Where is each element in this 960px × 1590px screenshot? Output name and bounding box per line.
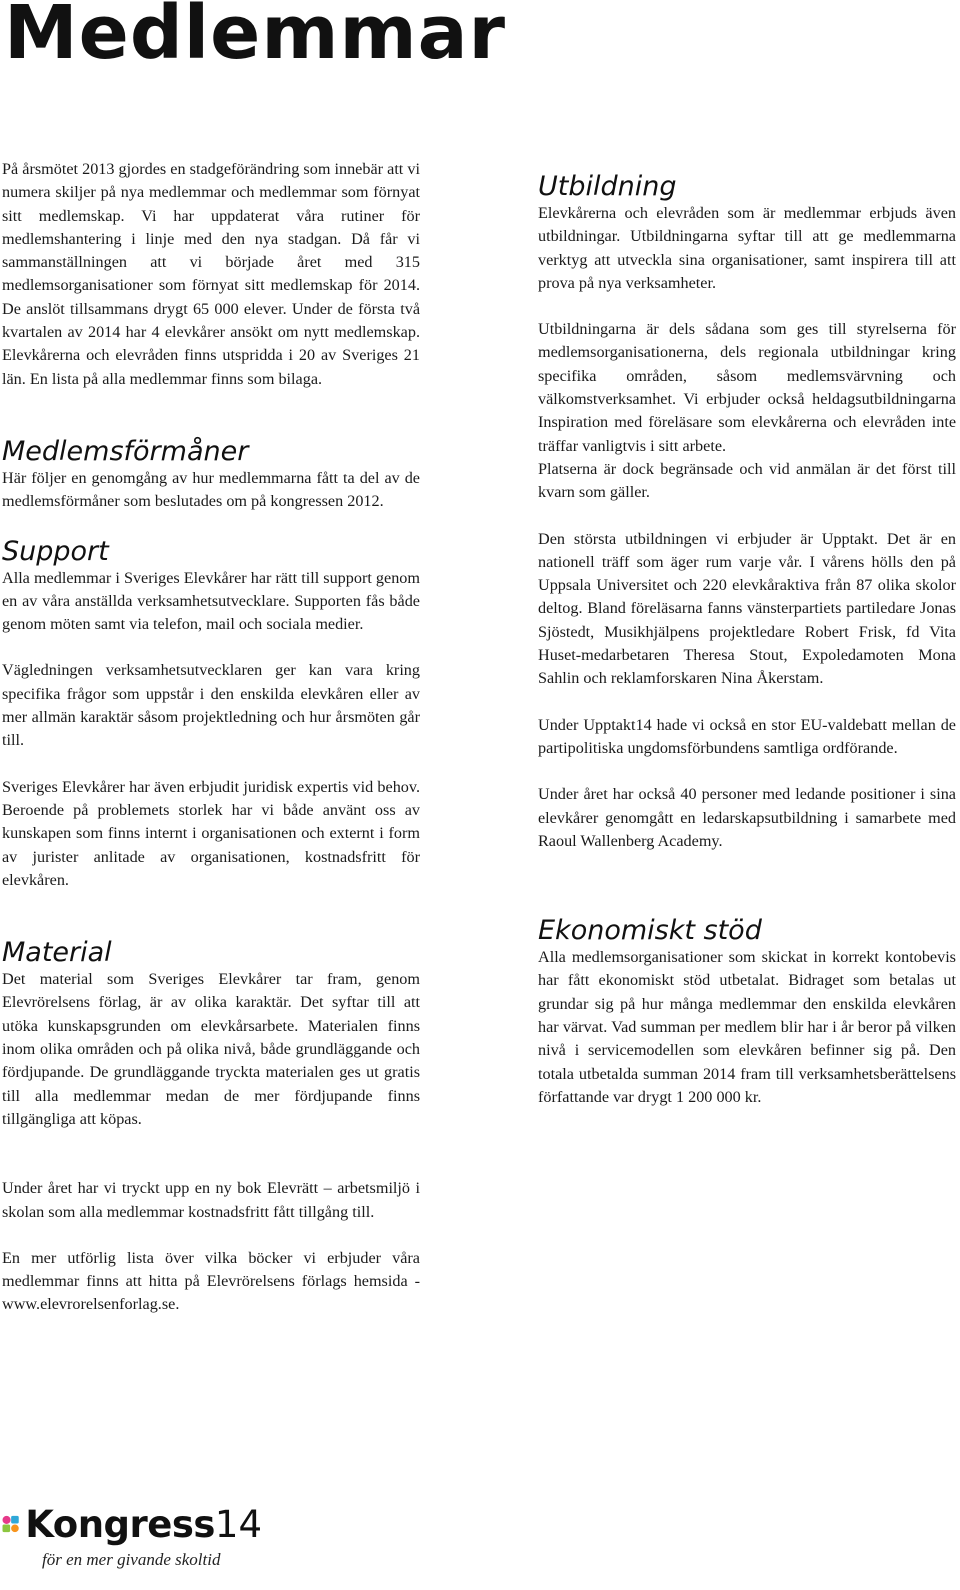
footer-logo [2,1500,262,1580]
utbildning-paragraph-2: Utbildningarna är dels sådana som ges till styrelserna för medlemsorganisationerna, dels regionala utbildningar kring specifika områden, såsom medlemsvärvning och välkomstverksamhet. Vi erbjuder också heldagsutbildningarna Inspiration med föreläsare som elevkårerna och elevråden inte träffar vanligtvis i sitt arbete. [538,320,956,455]
material-paragraph-2: Under året har vi tryckt upp en ny bok Elevrätt – arbetsmiljö i skolan som alla medlemmar kostnadsfritt fått tillgång till. [2,1179,420,1221]
heading-support: Support [2,535,109,567]
utbildning-paragraph-4: Den största utbildningen vi erbjuder är Upptakt. Det är en nationell träff som äger rum varje vår. I vårens hölls den på Uppsala Universitet och 220 elevkåraktiva från 87 olika skolor deltog. Bland föreläsarna fanns vänsterpartiets partiledare Jonas Sjöstedt, Musikhjälpens projektledare Robert Frisk, fd Vita Huset-medarbetaren Theresa Stout, Expoledamoten Mona Sahlin och reklamforskaren Nina Åkerstam. [538,529,956,688]
support-paragraph-2: Vägledningen verksamhetsutvecklaren ger kan vara kring specifika frågor som uppstår i den enskilda elevkåren eller av mer allmän karaktär såsom projektledning och hur årsmöten går till. [2,661,420,750]
logo-word: Kongress [25,1502,215,1546]
support-paragraph-1: Alla medlemmar i Sveriges Elevkårer har rätt till support genom en av våra anställda verksamhetsutvecklare. Supporten fås både genom möten samt via telefon, mail och sociala medier. [2,568,420,634]
kongress-logo-icon [2,1507,19,1541]
heading-ekonomiskt-stod: Ekonomiskt stöd [538,915,762,947]
right-column [538,172,956,1132]
logo-tagline: för en mer givande skoltid [42,1550,221,1569]
material-paragraph-3: En mer utförlig lista över vilka böcker vi erbjuder våra medlemmar finns att hitta på Elevrörelsens förlags hemsida - www.elevrorelsenforlag.se. [2,1248,420,1314]
utbildning-paragraph-3: Platserna är dock begränsade och vid anmälan är det först till kvarn som gäller. [538,459,956,502]
support-paragraph-3: Sveriges Elevkårer har även erbjudit juridisk expertis vid behov. Beroende på problemets storlek har vi både använt oss av kunskapen som finns internt i organisationen och externt i form av jurister anlitade av organisationen, kostnadsfritt för elevkåren. [2,777,420,889]
utbildning-paragraph-6: Under året har också 40 personer med ledande positioner i sina elevkårer genomgått en ledarskapsutbildning i samarbete med Raoul Wallenberg Academy. [538,785,956,850]
heading-medlemsformaner: Medlemsförmåner [2,435,249,467]
logo-number: 14 [214,1502,262,1546]
heading-material: Material [2,937,112,969]
utbildning-paragraph-1: Elevkårerna och elevråden som är medlemmar erbjuds även utbildningar. Utbildningarna syftar till att ge medlemmarna verktyg att utveckla sina organisationer, samt inspirera till att prova på nya verksamheter. [538,204,956,292]
formaner-paragraph: Här följer en genomgång av hur medlemmarna fått ta del av de medlemsförmåner som beslutades om på kongressen 2012. [2,468,420,511]
page-title: Medlemmar [4,0,506,76]
material-paragraph-1: Det material som Sveriges Elevkårer tar fram, genom Elevrörelsens förlag, är av olika karaktär. Det syftar till att utöka kunskapsgrunden om elevkårsarbete. Materialen finns inom olika områden och på olika nivå, både grundläggande och fördjupande. De grundläggande tryckta materialen ges ut gratis till alla medlemmar medan de mer fördjupande finns tillgängliga att köpas. [2,970,420,1128]
left-column [2,158,420,1340]
intro-paragraph: På årsmötet 2013 gjordes en stadgeförändring som innebär att vi numera skiljer på nya medlemmar och medlemmar som förnyat sitt medlemskap. Vi har uppdaterat våra rutiner för medlemshantering i linje med den nya stadgan. Då får vi sammanställningen att vi började året med 315 medlemsorganisationer som förnyat sitt medlemskap för 2014. De anslöt tillsammans drygt 65 000 elever. Under de första två kvartalen av 2014 har 4 elevkårer ansökt om nytt medlemskap. Elevkårerna och elevråden finns utspridda i 20 av Sveriges 21 län. En lista på alla medlemmar finns som bilaga. [2,160,420,388]
ekonomiskt-paragraph: Alla medlemsorganisationer som skickat in korrekt kontobevis har fått ekonomiskt stöd utbetalat. Bidraget som betalas ut grundar sig på hur många medlemmar den enskilda elevkåren har värvat. Vad summan per medlem blir har i år beror på vilken nivå i servicemodellen som elevkåren befinner sig på. Den totala utbetalda summan 2014 fram till verksamhetsberättelsens författande var drygt 1 200 000 kr. [538,948,956,1106]
utbildning-paragraph-5: Under Upptakt14 hade vi också en stor EU-valdebatt mellan de partipolitiska ungdomsförbundens samtliga ordförande. [538,715,956,757]
heading-utbildning: Utbildning [538,171,677,202]
